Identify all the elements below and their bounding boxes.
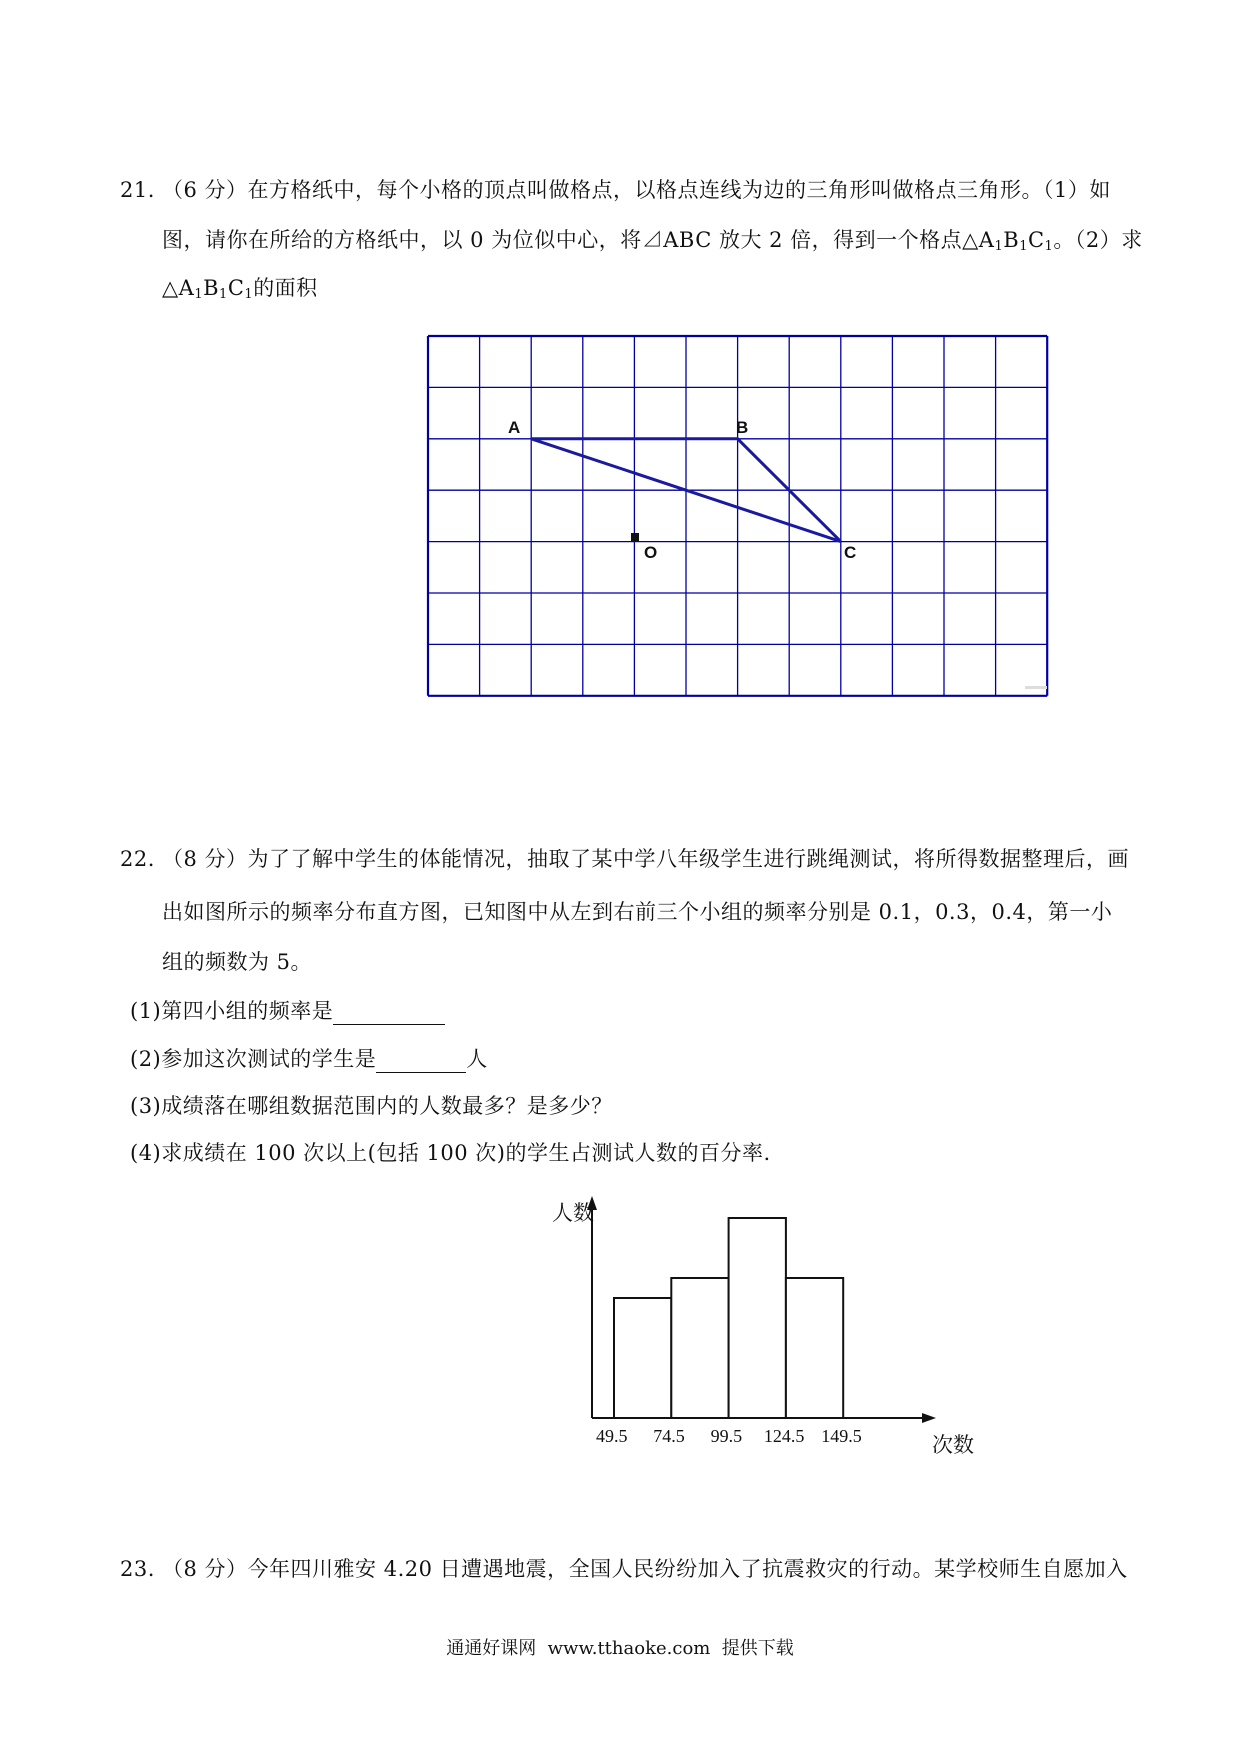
histogram-bar	[786, 1278, 843, 1418]
histogram-tick-label: 124.5	[763, 1426, 805, 1446]
q23-line-1: （8 分）今年四川雅安 4.20 日遭遇地震，全国人民纷纷加入了抗震救灾的行动。某学校师生自愿加入	[162, 1557, 1128, 1581]
q23-number: 23.	[120, 1557, 155, 1581]
histogram-bar	[671, 1278, 728, 1418]
q21-line-2: 图，请你在所给的方格纸中，以 0 为位似中心，将⊿ABC 放大 2 倍，得到一个格点$\triangle A_1B_1C_1$。（2）求	[162, 228, 1143, 254]
histogram	[540, 1186, 990, 1476]
histogram-bars	[614, 1218, 843, 1418]
histogram-bar	[614, 1298, 671, 1418]
q22-number: 22.	[120, 847, 155, 871]
histogram-tick-label: 74.5	[653, 1426, 685, 1446]
q22-sub-3: (3)成绩落在哪组数据范围内的人数最多？是多少？	[130, 1094, 613, 1118]
histogram-tick-label: 149.5	[821, 1426, 862, 1446]
grid-figure	[420, 328, 1050, 698]
q22-line-3: 组的频数为 5。	[162, 950, 313, 974]
label-c: C	[844, 543, 857, 562]
histogram-xlabel: 次数	[932, 1433, 974, 1457]
page-footer: 通通好课网 www.tthaoke.com 提供下载	[446, 1638, 794, 1659]
histogram-tick-label: 49.5	[596, 1426, 628, 1446]
q22-line-2: 出如图所示的频率分布直方图，已知图中从左到右前三个小组的频率分别是 0.1，0.3，0.4，第一小	[162, 900, 1113, 924]
q22-sub-1: (1)第四小组的频率是	[130, 997, 445, 1025]
q22-sub-2: (2)参加这次测试的学生是 人	[130, 1047, 488, 1071]
histogram-tick-labels	[596, 1426, 862, 1446]
q22-sub-4: (4)求成绩在 100 次以上(包括 100 次)的学生占测试人数的百分率.	[130, 1141, 771, 1165]
answer-blank-2[interactable]	[376, 1050, 466, 1073]
grid-lines	[428, 336, 1047, 696]
q22-line-1: （8 分）为了了解中学生的体能情况，抽取了某中学八年级学生进行跳绳测试，将所得数据整理后，画	[162, 847, 1130, 871]
scan-mark	[1025, 686, 1047, 689]
answer-blank-1[interactable]	[333, 1002, 445, 1025]
histogram-ylabel: 人数	[552, 1201, 594, 1225]
label-b: B	[736, 418, 749, 437]
histogram-bar	[729, 1218, 786, 1418]
q21-number: 21.	[120, 178, 155, 202]
label-a: A	[508, 418, 521, 437]
q21-line-3: $\triangle A_1B_1C_1$的面积	[162, 276, 318, 302]
point-o-marker	[631, 533, 639, 541]
q21-line-1: （6 分）在方格纸中，每个小格的顶点叫做格点，以格点连线为边的三角形叫做格点三角形。（1）如	[162, 178, 1111, 202]
histogram-tick-label: 99.5	[710, 1426, 743, 1446]
x-axis-arrow-icon	[922, 1413, 936, 1423]
label-o: O	[644, 543, 658, 562]
